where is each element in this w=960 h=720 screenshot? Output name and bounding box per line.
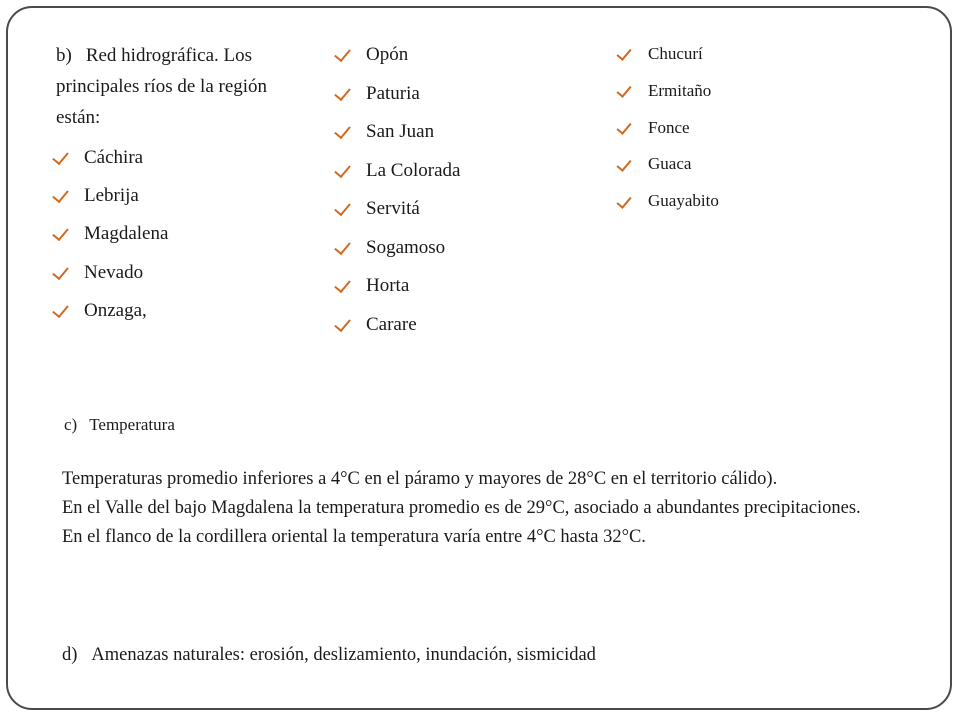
- river-name: Lebrija: [84, 185, 139, 207]
- list-item: [620, 36, 719, 73]
- river-name: Opón: [366, 44, 409, 65]
- river-name: Magdalena: [84, 223, 169, 245]
- hazards-text: Amenazas naturales: erosión, deslizamiento, inundación, sismicidad: [91, 645, 596, 665]
- list-item: [338, 36, 460, 75]
- list-item: [338, 152, 460, 191]
- river-name: La Colorada: [366, 159, 461, 181]
- river-name: Chucurí: [648, 44, 703, 63]
- list-item: [56, 215, 168, 253]
- river-list-col2: [338, 36, 460, 344]
- hydro-intro: [56, 40, 312, 133]
- list-item: [338, 267, 460, 306]
- river-name: Ermitaño: [648, 80, 712, 100]
- hazards-line: [62, 640, 596, 670]
- list-item: [56, 254, 168, 292]
- river-name: Sogamoso: [366, 236, 446, 258]
- list-item: [620, 183, 719, 220]
- hydro-intro-text: Red hidrográfica. Los principales ríos de la región están:: [56, 45, 268, 128]
- river-list-col3: [620, 36, 719, 220]
- river-list-col1: [56, 139, 168, 330]
- list-item: [338, 306, 460, 345]
- hydro-marker: b): [56, 45, 72, 66]
- temperature-body: [62, 465, 896, 552]
- river-name: Paturia: [366, 82, 420, 104]
- river-name: Horta: [366, 275, 410, 296]
- river-name: Guayabito: [648, 191, 719, 211]
- list-item: [620, 73, 719, 110]
- river-name: Cáchira: [84, 147, 144, 168]
- list-item: [338, 113, 460, 152]
- temperature-paragraph: En el flanco de la cordillera oriental la temperatura varía entre 4°C hasta 32°C.: [62, 527, 646, 547]
- river-name: Servitá: [366, 198, 420, 219]
- hazards-marker: d): [62, 645, 78, 665]
- list-item: [56, 292, 168, 330]
- list-item: [620, 110, 719, 147]
- list-item: [56, 177, 168, 215]
- temperature-paragraph: Temperaturas promedio inferiores a 4°C en el páramo y mayores de 28°C en el territorio cálido).: [62, 469, 778, 489]
- list-item: [620, 146, 719, 183]
- river-name: Carare: [366, 313, 417, 335]
- list-item: [56, 139, 168, 177]
- temperature-heading-text: Temperatura: [89, 415, 175, 434]
- list-item: [338, 190, 460, 229]
- temperature-heading: [64, 410, 175, 440]
- river-name: Onzaga,: [84, 299, 147, 321]
- temperature-marker: c): [64, 415, 78, 434]
- river-name: Guaca: [648, 154, 692, 174]
- river-name: Fonce: [648, 117, 690, 137]
- temperature-paragraph: En el Valle del bajo Magdalena la temperatura promedio es de 29°C, asociado a abundantes precipitaciones.: [62, 498, 861, 518]
- river-name: Nevado: [84, 261, 144, 283]
- list-item: [338, 75, 460, 114]
- list-item: [338, 229, 460, 268]
- river-name: San Juan: [366, 121, 435, 142]
